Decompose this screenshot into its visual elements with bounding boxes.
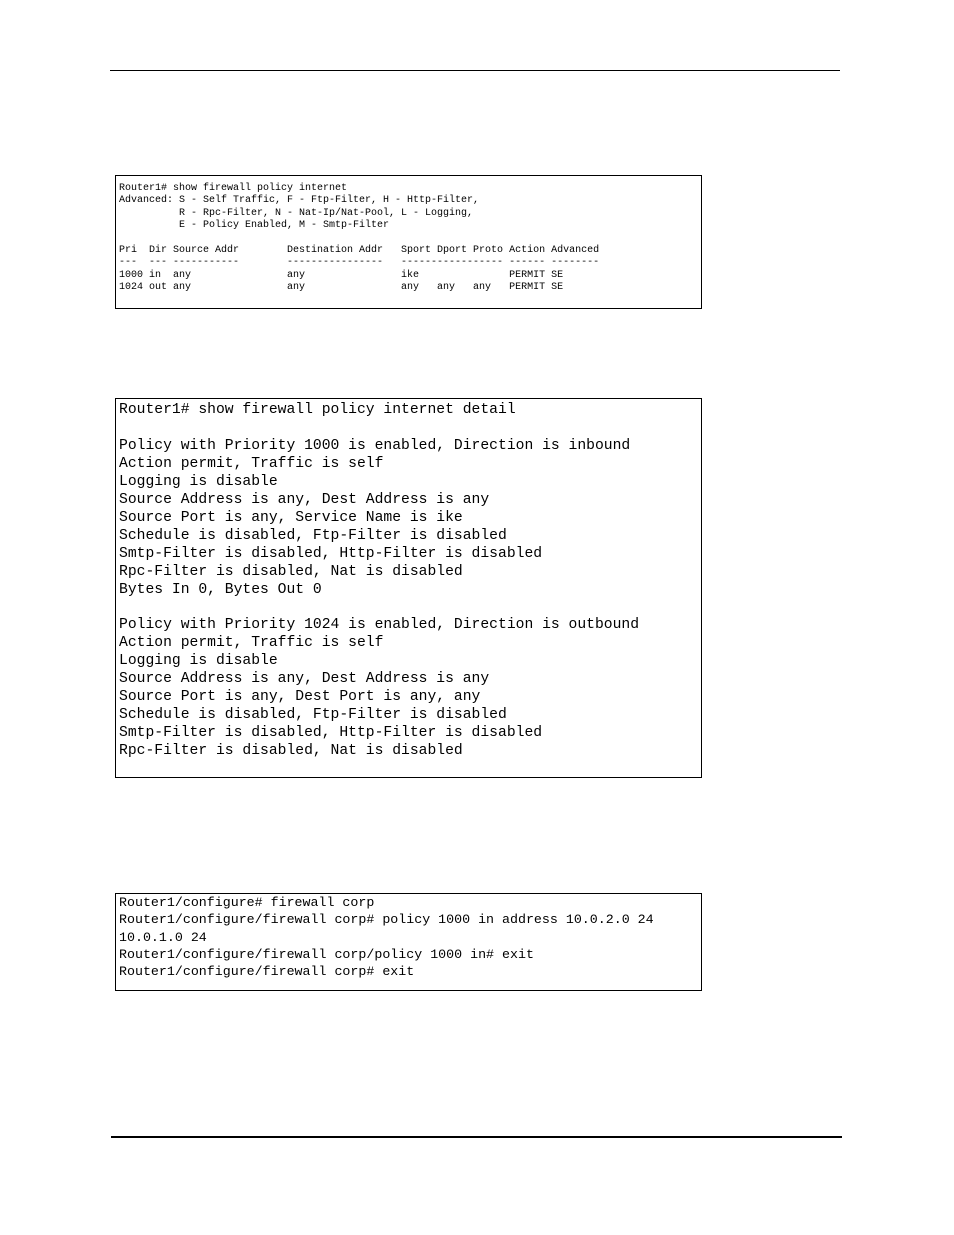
code-line: Advanced: S - Self Traffic, F - Ftp-Filter, H - Http-Filter,	[119, 195, 480, 207]
code-line: Router1# show firewall policy internet detail	[119, 402, 516, 418]
code-line: Logging is disable	[119, 473, 278, 490]
code-lines	[119, 402, 639, 761]
code-line: Logging is disable	[119, 653, 278, 670]
code-line: Schedule is disabled, Ftp-Filter is disabled	[119, 527, 507, 544]
code-line: Router1# show firewall policy internet	[119, 183, 348, 194]
code-line: Action permit, Traffic is self	[119, 455, 384, 472]
code-line: Router1/configure/firewall corp/policy 1000 in# exit	[119, 946, 534, 962]
code-line: Source Address is any, Dest Address is any	[119, 491, 490, 508]
header-rule	[110, 70, 840, 71]
code-line: E - Policy Enabled, M - Smtp-Filter	[119, 220, 390, 232]
code-line: Rpc-Filter is disabled, Nat is disabled	[119, 743, 463, 760]
table-header-line: Pri Dir Source Addr Destination Addr Sport Dport Proto Action Advanced	[119, 245, 600, 257]
code-line: 10.0.1.0 24	[119, 929, 207, 945]
code-line: Router1/configure# firewall corp	[119, 895, 375, 910]
firewall-policy-detail-listing	[115, 398, 702, 778]
code-line: Source Port is any, Service Name is ike	[119, 509, 463, 526]
table-row: 1024 out any any any any any PERMIT SE	[119, 282, 564, 294]
code-line: Rpc-Filter is disabled, Nat is disabled	[119, 563, 463, 580]
code-line: Router1/configure/firewall corp# policy 1000 in address 10.0.2.0 24	[119, 912, 654, 928]
table-separator-line: --- --- ----------- ---------------- ----------------- ------ --------	[119, 257, 600, 269]
code-lines	[119, 894, 654, 980]
code-line: Router1/configure/firewall corp# exit	[119, 964, 415, 980]
firewall-policy-config-listing	[115, 893, 702, 991]
code-line: Policy with Priority 1024 is enabled, Direction is outbound	[119, 617, 640, 634]
table-row: 1000 in any any ike PERMIT SE	[119, 269, 564, 281]
code-line: Source Address is any, Dest Address is any	[119, 671, 490, 688]
code-line: Bytes In 0, Bytes Out 0	[119, 581, 322, 598]
code-line: Action permit, Traffic is self	[119, 635, 384, 652]
code-line: Schedule is disabled, Ftp-Filter is disabled	[119, 707, 507, 724]
code-line: Policy with Priority 1000 is enabled, Direction is inbound	[119, 437, 631, 454]
code-line: Smtp-Filter is disabled, Http-Filter is disabled	[119, 545, 543, 562]
code-line: R - Rpc-Filter, N - Nat-Ip/Nat-Pool, L - Logging,	[119, 207, 474, 219]
footer-rule	[111, 1136, 842, 1138]
code-line: Smtp-Filter is disabled, Http-Filter is disabled	[119, 725, 543, 742]
firewall-policy-summary-listing	[115, 175, 702, 309]
code-lines	[119, 183, 599, 295]
code-line: Source Port is any, Dest Port is any, any	[119, 689, 481, 706]
